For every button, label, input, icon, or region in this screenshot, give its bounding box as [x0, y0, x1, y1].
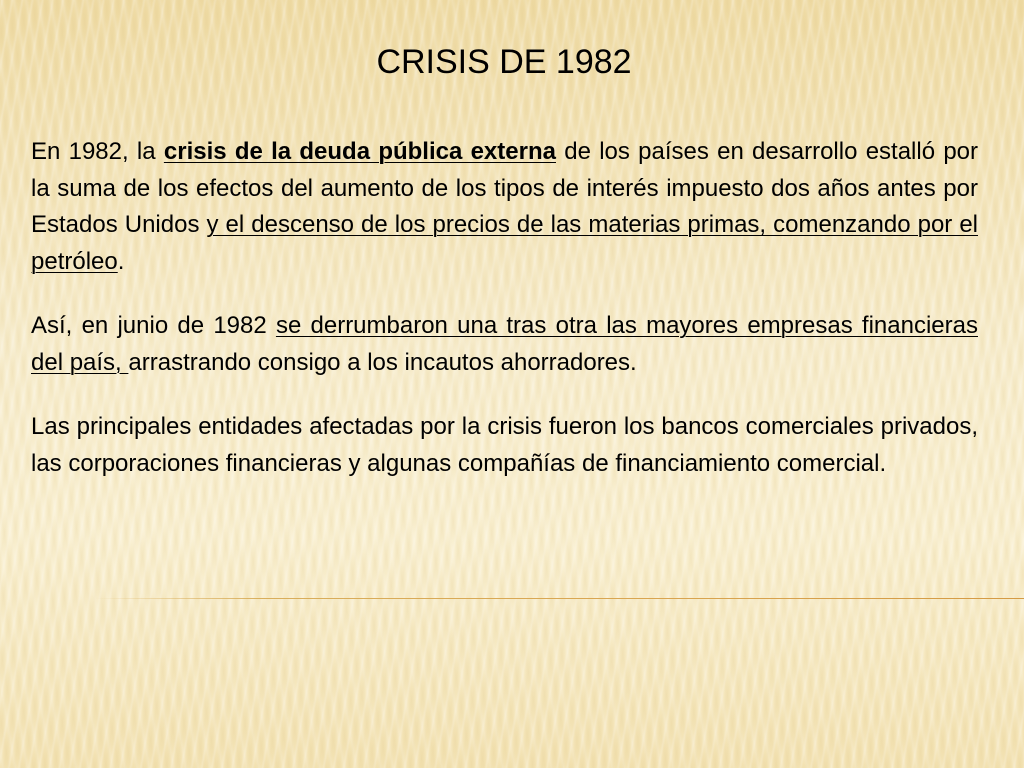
- slide-title: CRISIS DE 1982: [376, 43, 632, 81]
- paragraph-1: [31, 134, 978, 280]
- p1-text-3: .: [117, 247, 125, 275]
- slide-body: [31, 134, 978, 510]
- p2-text-1: Así, en junio de 1982: [31, 312, 276, 339]
- decorative-divider-line: [95, 598, 1024, 599]
- p1-emphasis-debt-crisis: crisis de la deuda pública externa: [163, 138, 556, 165]
- p1-text-1: En 1982, la: [31, 138, 164, 165]
- p2-text-2: arrastrando consigo a los incautos ahorradores.: [128, 348, 637, 376]
- p2-underlined-collapse: se derrumbaron una tras otra las mayores empresas financieras del país,: [31, 312, 978, 376]
- paragraph-3: [31, 409, 978, 482]
- p1-underlined-commodity-prices: y el descenso de los precios de las materias primas, comenzando por el petróleo: [31, 211, 978, 275]
- paragraph-2: [31, 308, 978, 381]
- p1-text-2: de los países en desarrollo estalló por la suma de los efectos del aumento de los tipos de interés impuesto dos años antes por Estados Unidos: [31, 138, 979, 238]
- p3-text-1: Las principales entidades afectadas por la crisis fueron los bancos comerciales privados, las corporaciones financieras y algunas compañías de financiamiento comercial.: [31, 413, 978, 477]
